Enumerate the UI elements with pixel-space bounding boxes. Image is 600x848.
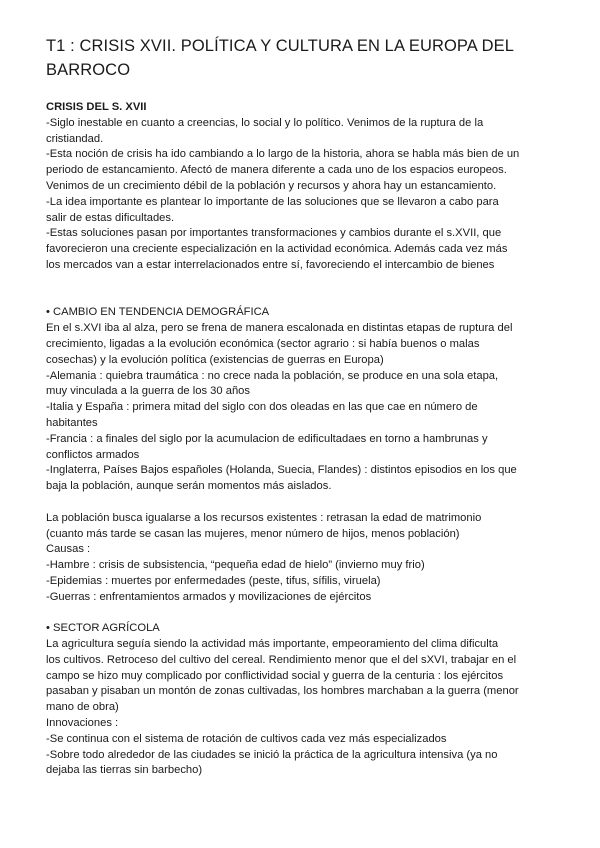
paragraph-line: (cuanto más tarde se casan las mujeres, menor número de hijos, menos población) [46,527,460,540]
paragraph-line: favorecieron una creciente especialización en la actividad económica. Además cada vez más [46,243,508,256]
section-heading: • CAMBIO EN TENDENCIA DEMOGRÁFICA [46,306,270,319]
paragraph-line: Causas : [46,543,91,556]
paragraph-line: La población busca igualarse a los recursos existentes : retrasan la edad de matrimonio [46,511,482,524]
paragraph-line: periodo de estancamiento. Afectó de manera diferente a cada uno de los espacios europeos. [46,164,507,177]
section-agricola [46,621,566,779]
paragraph-line: En el s.XVI iba al alza, pero se frena de manera escalonada en distintas etapas de ruptura del [46,322,513,335]
paragraph-line: -Francia : a finales del siglo por la acumulacion de edificultadaes en torno a hambrunas y [46,432,488,445]
paragraph-line: los mercados van a estar interrelacionados entre sí, favoreciendo el intercambio de bienes [46,258,495,271]
paragraph-line: -Hambre : crisis de subsistencia, “pequeña edad de hielo” (invierno muy frio) [46,559,425,572]
paragraph-line: -Italia y España : primera mitad del siglo con dos oleadas en las que cae en número de [46,401,478,414]
document-body [46,100,566,779]
paragraph-line: dejaba las tierras sin barbecho) [46,764,203,777]
paragraph-line: -Sobre todo alrededor de las ciudades se inició la práctica de la agricultura intensiva (ya no [46,748,498,761]
spacer [46,274,566,290]
paragraph-line: -Epidemias : muertes por enfermedades (peste, tifus, sífilis, viruela) [46,574,381,587]
paragraph-line: Innovaciones : [46,717,119,730]
spacer [46,495,566,511]
paragraph-line: -Alemania : quiebra traumática : no crece nada la población, se produce en una sola etapa, [46,369,499,382]
paragraph-line: cristiandad. [46,132,104,145]
paragraph-line: -La idea importante es plantear lo importante de las soluciones que se llevaron a cabo para [46,195,499,208]
paragraph-line: campo se hizo muy complicado por conflictividad social y guerra de la centuria : los ejércitos [46,669,504,682]
paragraph-line: -Se continua con el sistema de rotación de cultivos cada vez más especializados [46,732,447,745]
paragraph-line: La agricultura seguía siendo la actividad más importante, empeoramiento del clima dificulta [46,638,499,651]
paragraph-line: conflictos armados [46,448,140,461]
paragraph-line: cosechas) y la evolución política (existencias de guerras en Europa) [46,353,384,366]
title-line: T1 : CRISIS XVII. POLÍTICA Y CULTURA EN LA EUROPA DEL [46,37,515,55]
section-demografia [46,305,566,605]
paragraph-line: habitantes [46,416,98,429]
spacer [46,290,566,306]
title-line: BARROCO [46,61,131,79]
paragraph-line: muy vinculada a la guerra de los 30 años [46,385,250,398]
section-heading: CRISIS DEL S. XVII [46,101,147,113]
paragraph-line: mano de obra) [46,701,119,714]
paragraph-line: -Inglaterra, Países Bajos españoles (Holanda, Suecia, Flandes) : distintos episodios en los que [46,464,517,477]
paragraph-line: crecimiento, ligadas a la evolución económica (sector agrario : si había buenos o malas [46,337,480,350]
paragraph-line: -Esta noción de crisis ha ido cambiando a lo largo de la historia, ahora se habla más bien de un [46,148,520,161]
paragraph-line: los cultivos. Retroceso del cultivo del cereal. Rendimiento menor que el del sXVI, trabajar en el [46,653,517,666]
spacer [46,606,566,622]
section-heading: • SECTOR AGRÍCOLA [46,622,160,635]
paragraph-line: baja la población, aunque serán momentos más aislados. [46,480,332,493]
document-title [46,34,566,82]
paragraph-line: -Estas soluciones pasan por importantes transformaciones y cambios durante el s.XVII, que [46,227,502,240]
paragraph-line: salir de estas dificultades. [46,211,175,224]
paragraph-line: Venimos de un crecimiento débil de la población y recursos y ahora hay un estancamiento. [46,179,497,192]
paragraph-line: -Siglo inestable en cuanto a creencias, lo social y lo político. Venimos de la ruptura de la [46,116,484,129]
paragraph-line: pasaban y pisaban un montón de zonas cultivadas, los hombres marchaban a la guerra (menor [46,685,519,698]
paragraph-line: -Guerras : enfrentamientos armados y movilizaciones de ejércitos [46,590,372,603]
section-crisis [46,100,566,274]
